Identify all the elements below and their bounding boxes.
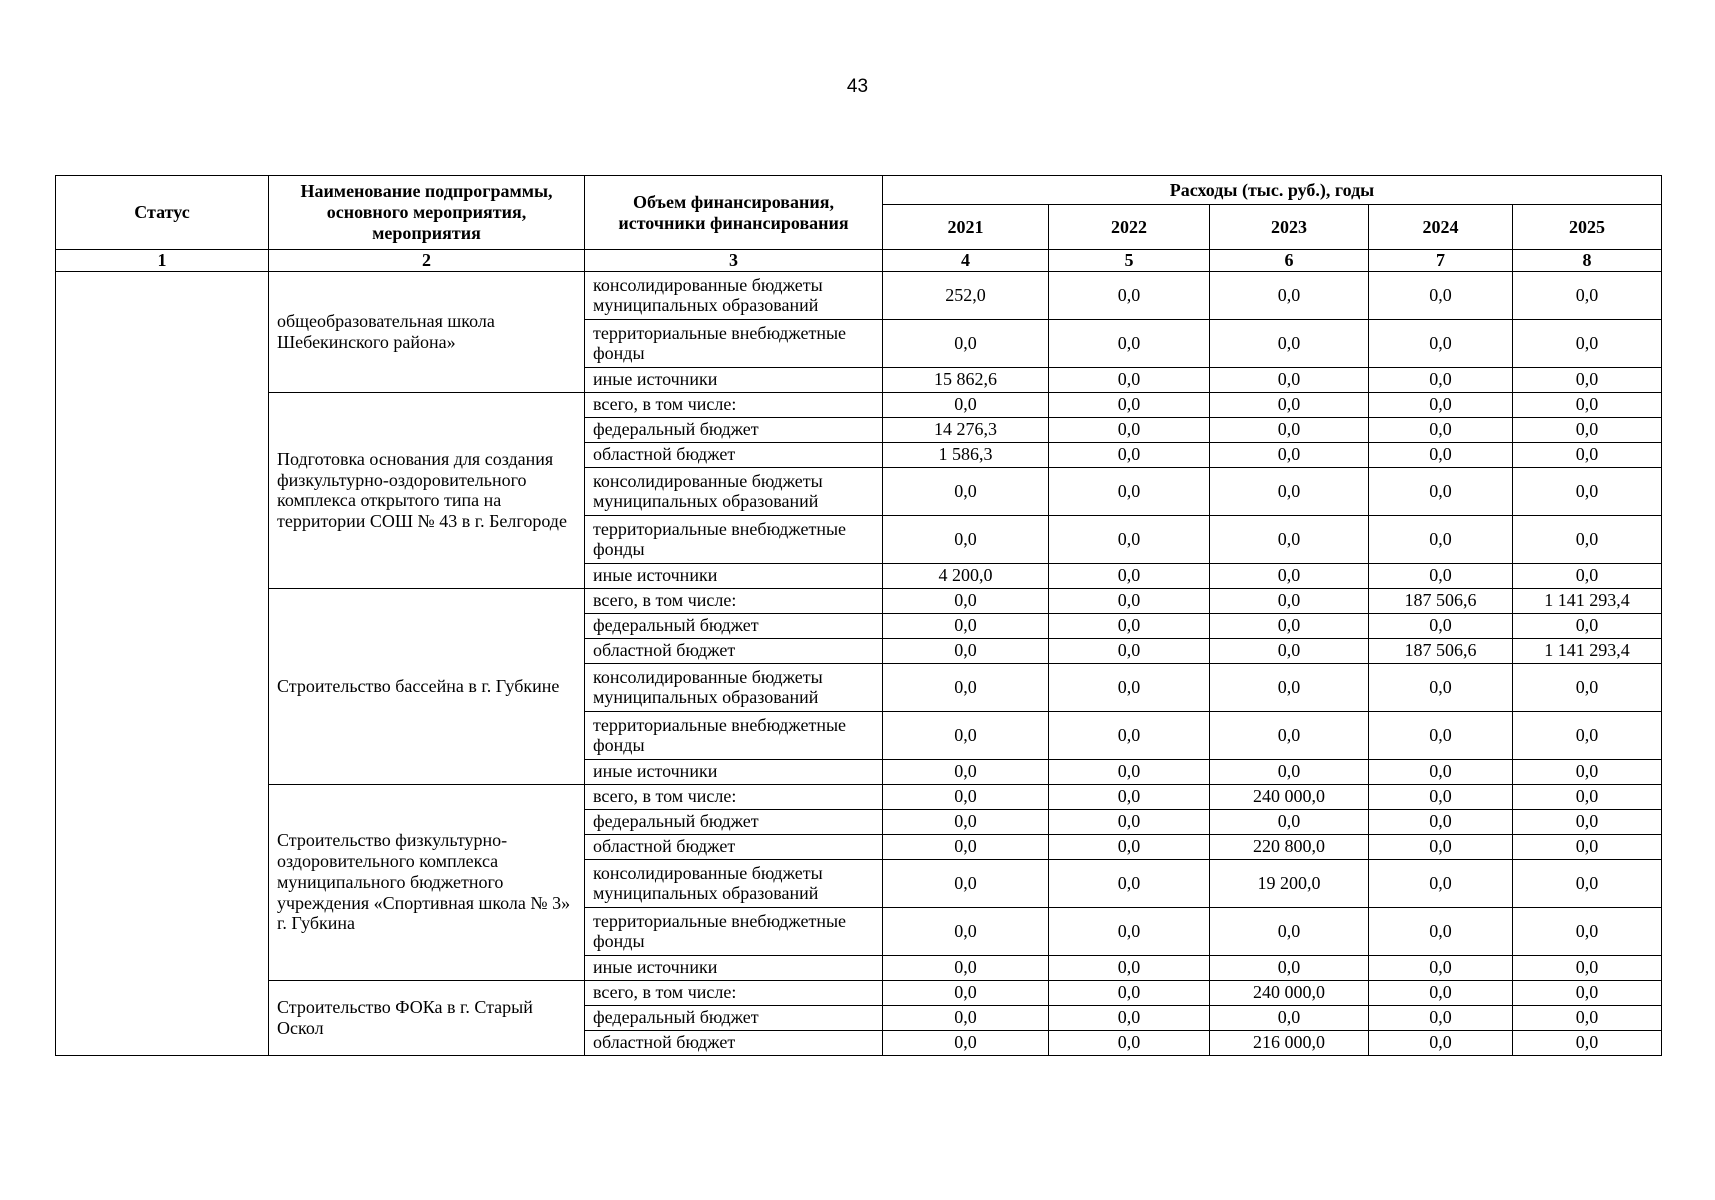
amount-cell: 0,0 xyxy=(1049,711,1210,759)
amount-cell: 0,0 xyxy=(1049,515,1210,563)
amount-cell: 0,0 xyxy=(1210,638,1369,663)
amount-cell: 0,0 xyxy=(1049,809,1210,834)
amount-cell: 0,0 xyxy=(1513,1005,1662,1030)
column-number: 2 xyxy=(269,250,585,272)
amount-cell: 220 800,0 xyxy=(1210,834,1369,859)
amount-cell: 0,0 xyxy=(1513,515,1662,563)
amount-cell: 0,0 xyxy=(1369,271,1513,319)
amount-cell: 0,0 xyxy=(1369,417,1513,442)
funding-source-cell: федеральный бюджет xyxy=(585,417,883,442)
amount-cell: 0,0 xyxy=(883,392,1049,417)
event-name-cell: общеобразовательная школа Шебекинского района» xyxy=(269,271,585,392)
amount-cell: 0,0 xyxy=(1513,859,1662,907)
amount-cell: 0,0 xyxy=(883,319,1049,367)
table-row xyxy=(56,271,1662,319)
header-year: 2022 xyxy=(1049,205,1210,250)
amount-cell: 0,0 xyxy=(1210,663,1369,711)
amount-cell: 0,0 xyxy=(1369,367,1513,392)
column-number: 6 xyxy=(1210,250,1369,272)
amount-cell: 0,0 xyxy=(1369,859,1513,907)
funding-source-cell: всего, в том числе: xyxy=(585,784,883,809)
column-number: 7 xyxy=(1369,250,1513,272)
amount-cell: 0,0 xyxy=(1210,907,1369,955)
amount-cell: 0,0 xyxy=(1210,319,1369,367)
amount-cell: 0,0 xyxy=(1369,834,1513,859)
amount-cell: 0,0 xyxy=(1049,319,1210,367)
amount-cell: 0,0 xyxy=(883,515,1049,563)
funding-source-cell: всего, в том числе: xyxy=(585,980,883,1005)
amount-cell: 187 506,6 xyxy=(1369,638,1513,663)
amount-cell: 0,0 xyxy=(883,588,1049,613)
header-name: Наименование подпрограммы, основного мероприятия, мероприятия xyxy=(269,176,585,250)
amount-cell: 0,0 xyxy=(1513,392,1662,417)
table-row xyxy=(56,392,1662,417)
amount-cell: 0,0 xyxy=(1049,367,1210,392)
amount-cell: 0,0 xyxy=(1369,613,1513,638)
amount-cell: 0,0 xyxy=(883,834,1049,859)
table-row xyxy=(56,588,1662,613)
table-row xyxy=(56,980,1662,1005)
funding-source-cell: консолидированные бюджеты муниципальных образований xyxy=(585,859,883,907)
amount-cell: 0,0 xyxy=(1369,515,1513,563)
amount-cell: 0,0 xyxy=(1210,1005,1369,1030)
amount-cell: 0,0 xyxy=(1210,759,1369,784)
amount-cell: 0,0 xyxy=(1513,759,1662,784)
funding-source-cell: федеральный бюджет xyxy=(585,809,883,834)
amount-cell: 0,0 xyxy=(1049,467,1210,515)
amount-cell: 0,0 xyxy=(883,955,1049,980)
table-row xyxy=(56,784,1662,809)
header-year: 2024 xyxy=(1369,205,1513,250)
amount-cell: 0,0 xyxy=(1049,834,1210,859)
table-body xyxy=(56,271,1662,1055)
amount-cell: 0,0 xyxy=(883,1030,1049,1055)
amount-cell: 0,0 xyxy=(1513,809,1662,834)
amount-cell: 0,0 xyxy=(1210,809,1369,834)
funding-source-cell: территориальные внебюджетные фонды xyxy=(585,711,883,759)
funding-source-cell: областной бюджет xyxy=(585,638,883,663)
amount-cell: 0,0 xyxy=(1513,955,1662,980)
amount-cell: 0,0 xyxy=(1369,980,1513,1005)
amount-cell: 0,0 xyxy=(1369,392,1513,417)
amount-cell: 0,0 xyxy=(1369,1005,1513,1030)
page-number: 43 xyxy=(846,76,869,97)
amount-cell: 0,0 xyxy=(1513,367,1662,392)
amount-cell: 0,0 xyxy=(1210,442,1369,467)
header-year: 2021 xyxy=(883,205,1049,250)
amount-cell: 0,0 xyxy=(1369,319,1513,367)
amount-cell: 0,0 xyxy=(1210,563,1369,588)
amount-cell: 0,0 xyxy=(1210,271,1369,319)
amount-cell: 14 276,3 xyxy=(883,417,1049,442)
amount-cell: 4 200,0 xyxy=(883,563,1049,588)
column-number: 8 xyxy=(1513,250,1662,272)
amount-cell: 0,0 xyxy=(1513,613,1662,638)
header-year: 2023 xyxy=(1210,205,1369,250)
amount-cell: 0,0 xyxy=(1369,907,1513,955)
amount-cell: 0,0 xyxy=(1049,613,1210,638)
amount-cell: 187 506,6 xyxy=(1369,588,1513,613)
amount-cell: 0,0 xyxy=(883,907,1049,955)
amount-cell: 0,0 xyxy=(1369,711,1513,759)
amount-cell: 0,0 xyxy=(1513,907,1662,955)
amount-cell: 0,0 xyxy=(1513,442,1662,467)
amount-cell: 0,0 xyxy=(1513,711,1662,759)
amount-cell: 0,0 xyxy=(1049,663,1210,711)
amount-cell: 240 000,0 xyxy=(1210,980,1369,1005)
amount-cell: 0,0 xyxy=(883,759,1049,784)
funding-source-cell: иные источники xyxy=(585,955,883,980)
amount-cell: 0,0 xyxy=(1369,809,1513,834)
amount-cell: 0,0 xyxy=(1513,417,1662,442)
amount-cell: 0,0 xyxy=(1513,319,1662,367)
funding-source-cell: федеральный бюджет xyxy=(585,613,883,638)
funding-source-cell: всего, в том числе: xyxy=(585,392,883,417)
amount-cell: 0,0 xyxy=(1369,1030,1513,1055)
header-source: Объем финансирования, источники финансирования xyxy=(585,176,883,250)
amount-cell: 15 862,6 xyxy=(883,367,1049,392)
event-name-cell: Строительство физкультурно-оздоровительного комплекса муниципального бюджетного учреждения «Спортивная школа № 3» г. Губкина xyxy=(269,784,585,980)
amount-cell: 0,0 xyxy=(1369,955,1513,980)
amount-cell: 0,0 xyxy=(1049,859,1210,907)
amount-cell: 0,0 xyxy=(883,980,1049,1005)
amount-cell: 0,0 xyxy=(1513,271,1662,319)
amount-cell: 0,0 xyxy=(1369,663,1513,711)
amount-cell: 0,0 xyxy=(1210,515,1369,563)
amount-cell: 1 586,3 xyxy=(883,442,1049,467)
funding-source-cell: всего, в том числе: xyxy=(585,588,883,613)
amount-cell: 0,0 xyxy=(1210,417,1369,442)
funding-source-cell: территориальные внебюджетные фонды xyxy=(585,319,883,367)
amount-cell: 0,0 xyxy=(1210,467,1369,515)
amount-cell: 0,0 xyxy=(1049,784,1210,809)
amount-cell: 0,0 xyxy=(883,663,1049,711)
amount-cell: 0,0 xyxy=(1513,1030,1662,1055)
amount-cell: 0,0 xyxy=(1210,613,1369,638)
amount-cell: 1 141 293,4 xyxy=(1513,588,1662,613)
amount-cell: 0,0 xyxy=(1513,834,1662,859)
amount-cell: 0,0 xyxy=(1049,563,1210,588)
amount-cell: 0,0 xyxy=(883,638,1049,663)
amount-cell: 0,0 xyxy=(1369,467,1513,515)
amount-cell: 0,0 xyxy=(1049,955,1210,980)
amount-cell: 216 000,0 xyxy=(1210,1030,1369,1055)
amount-cell: 0,0 xyxy=(1049,417,1210,442)
event-name-cell: Строительство бассейна в г. Губкине xyxy=(269,588,585,784)
amount-cell: 0,0 xyxy=(1369,442,1513,467)
amount-cell: 0,0 xyxy=(1369,759,1513,784)
amount-cell: 0,0 xyxy=(883,1005,1049,1030)
amount-cell: 0,0 xyxy=(1210,711,1369,759)
amount-cell: 0,0 xyxy=(1369,563,1513,588)
amount-cell: 0,0 xyxy=(1049,588,1210,613)
funding-source-cell: областной бюджет xyxy=(585,442,883,467)
event-name-cell: Строительство ФОКа в г. Старый Оскол xyxy=(269,980,585,1055)
header-expenses: Расходы (тыс. руб.), годы xyxy=(883,176,1662,205)
funding-source-cell: иные источники xyxy=(585,367,883,392)
amount-cell: 0,0 xyxy=(1369,784,1513,809)
amount-cell: 0,0 xyxy=(1210,588,1369,613)
amount-cell: 0,0 xyxy=(1049,638,1210,663)
amount-cell: 252,0 xyxy=(883,271,1049,319)
amount-cell: 0,0 xyxy=(1049,442,1210,467)
funding-source-cell: консолидированные бюджеты муниципальных образований xyxy=(585,663,883,711)
funding-source-cell: областной бюджет xyxy=(585,834,883,859)
funding-source-cell: областной бюджет xyxy=(585,1030,883,1055)
funding-source-cell: территориальные внебюджетные фонды xyxy=(585,907,883,955)
column-number: 3 xyxy=(585,250,883,272)
amount-cell: 0,0 xyxy=(1513,563,1662,588)
amount-cell: 0,0 xyxy=(1513,467,1662,515)
amount-cell: 0,0 xyxy=(1513,980,1662,1005)
header-status: Статус xyxy=(56,176,269,250)
amount-cell: 0,0 xyxy=(883,467,1049,515)
amount-cell: 0,0 xyxy=(883,711,1049,759)
amount-cell: 0,0 xyxy=(1513,784,1662,809)
amount-cell: 0,0 xyxy=(1049,1030,1210,1055)
funding-source-cell: федеральный бюджет xyxy=(585,1005,883,1030)
status-cell xyxy=(56,271,269,1055)
funding-source-cell: консолидированные бюджеты муниципальных образований xyxy=(585,271,883,319)
amount-cell: 240 000,0 xyxy=(1210,784,1369,809)
amount-cell: 0,0 xyxy=(1049,907,1210,955)
amount-cell: 0,0 xyxy=(1049,759,1210,784)
amount-cell: 0,0 xyxy=(1513,663,1662,711)
amount-cell: 19 200,0 xyxy=(1210,859,1369,907)
column-number: 5 xyxy=(1049,250,1210,272)
amount-cell: 0,0 xyxy=(883,613,1049,638)
amount-cell: 0,0 xyxy=(1210,392,1369,417)
event-name-cell: Подготовка основания для создания физкультурно-оздоровительного комплекса открытого типа на территории СОШ № 43 в г. Белгороде xyxy=(269,392,585,588)
header-year: 2025 xyxy=(1513,205,1662,250)
financing-table xyxy=(55,175,1662,1056)
amount-cell: 0,0 xyxy=(1049,980,1210,1005)
funding-source-cell: консолидированные бюджеты муниципальных образований xyxy=(585,467,883,515)
amount-cell: 0,0 xyxy=(1210,367,1369,392)
funding-source-cell: территориальные внебюджетные фонды xyxy=(585,515,883,563)
column-number: 4 xyxy=(883,250,1049,272)
amount-cell: 0,0 xyxy=(883,809,1049,834)
amount-cell: 0,0 xyxy=(1049,1005,1210,1030)
funding-source-cell: иные источники xyxy=(585,563,883,588)
amount-cell: 0,0 xyxy=(1049,392,1210,417)
amount-cell: 0,0 xyxy=(1049,271,1210,319)
amount-cell: 0,0 xyxy=(883,859,1049,907)
column-number: 1 xyxy=(56,250,269,272)
amount-cell: 0,0 xyxy=(883,784,1049,809)
amount-cell: 0,0 xyxy=(1210,955,1369,980)
funding-source-cell: иные источники xyxy=(585,759,883,784)
amount-cell: 1 141 293,4 xyxy=(1513,638,1662,663)
